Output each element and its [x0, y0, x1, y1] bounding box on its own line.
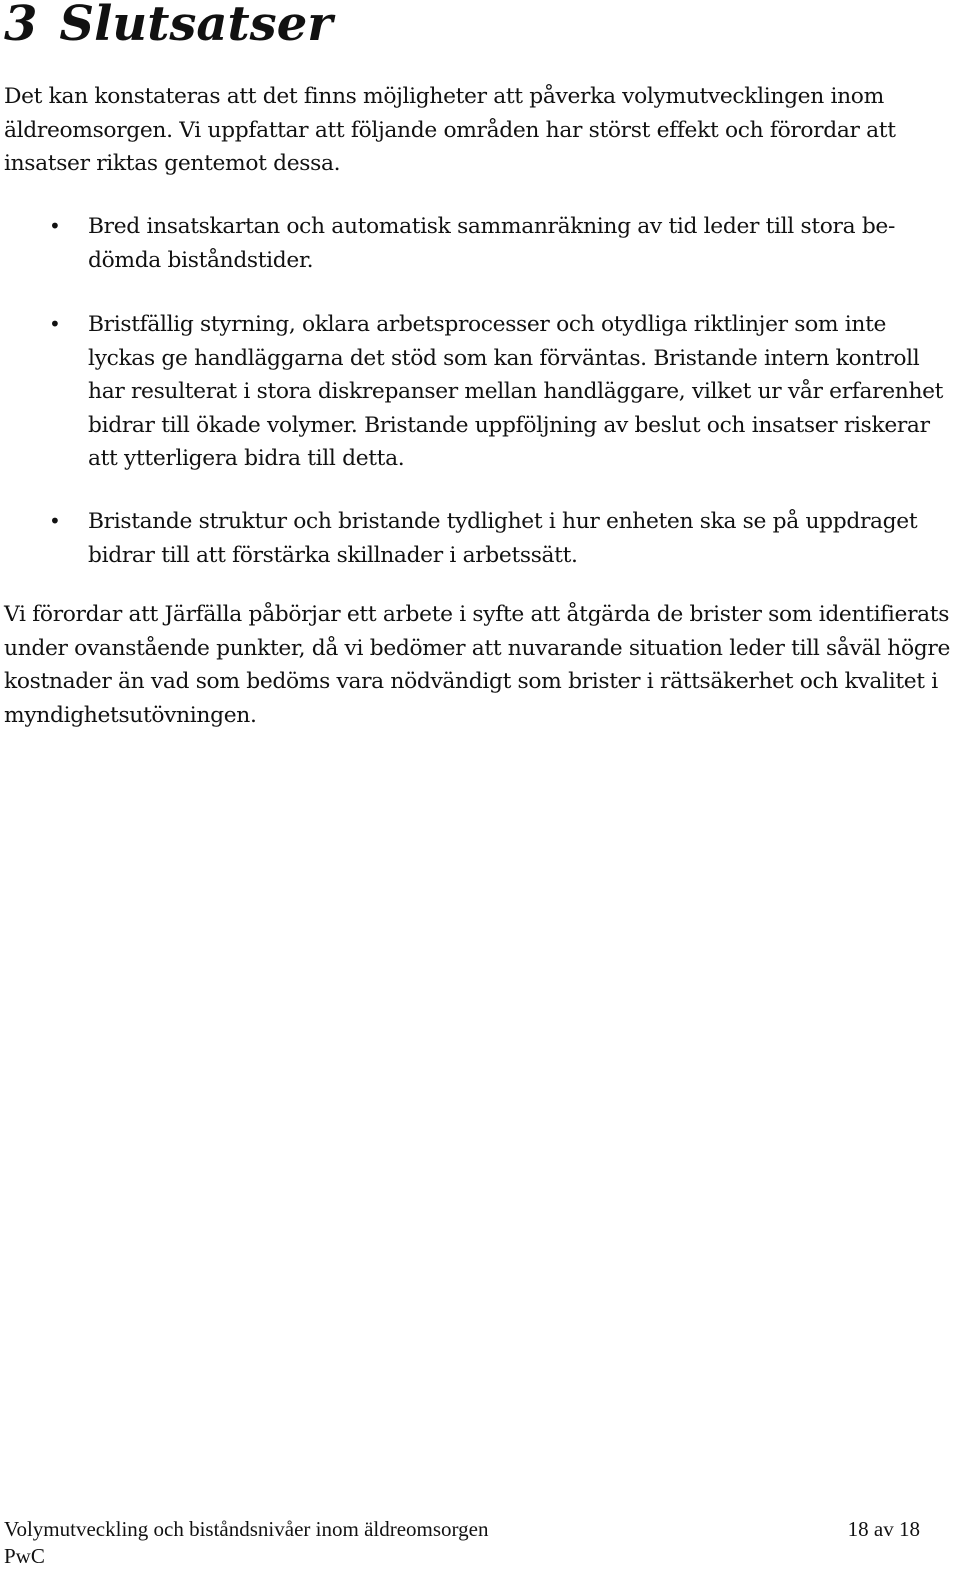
bullet-icon: •	[49, 312, 61, 336]
section-number: 3	[4, 0, 38, 52]
section-heading	[4, 0, 333, 54]
intro-paragraph: Det kan konstateras att det finns möjligheter att påverka volymutvecklingen inom äldreomsorgen. Vi uppfattar att följande områden har störst effekt och förordar att insatser riktas gentemot dessa.	[4, 84, 896, 176]
footer-page-number: 18 av 18	[847, 1517, 920, 1541]
conclusion-paragraph: Vi förordar att Järfälla påbörjar ett arbete i syfte att åtgärda de brister som identifierats under ovanstående punkter, då vi bedömer att nuvarande situation leder till såväl högre kostnader än vad som bedöms vara nödvändigt som brister i rättsäkerhet och kvalitet i myndighetsutövningen.	[4, 602, 950, 728]
bullet-icon: •	[49, 509, 61, 533]
footer-company: PwC	[4, 1544, 45, 1568]
bullet-text: Bristfällig styrning, oklara arbetsprocesser och otydliga riktlinjer som inte lyckas ge handläggarna det stöd som kan förväntas. Bristande intern kontroll har resulterat i stora diskrepanser mellan handläggare, vilket ur vår erfarenhet bidrar till ökade volymer. Bristande uppföljning av beslut och insatser riskerar att ytterligera bidra till detta.	[88, 312, 944, 471]
bullet-text: Bristande struktur och bristande tydlighet i hur enheten ska se på uppdraget bidrar till att förstärka skillnader i arbetssätt.	[88, 509, 918, 568]
footer-document-title: Volymutveckling och biståndsnivåer inom äldreomsorgen	[4, 1517, 489, 1541]
section-title: Slutsatser	[59, 0, 333, 52]
bullet-icon: •	[49, 214, 61, 238]
bullet-text: Bred insatskartan och automatisk sammanräkning av tid leder till stora bedömda biståndstider.	[88, 214, 896, 273]
